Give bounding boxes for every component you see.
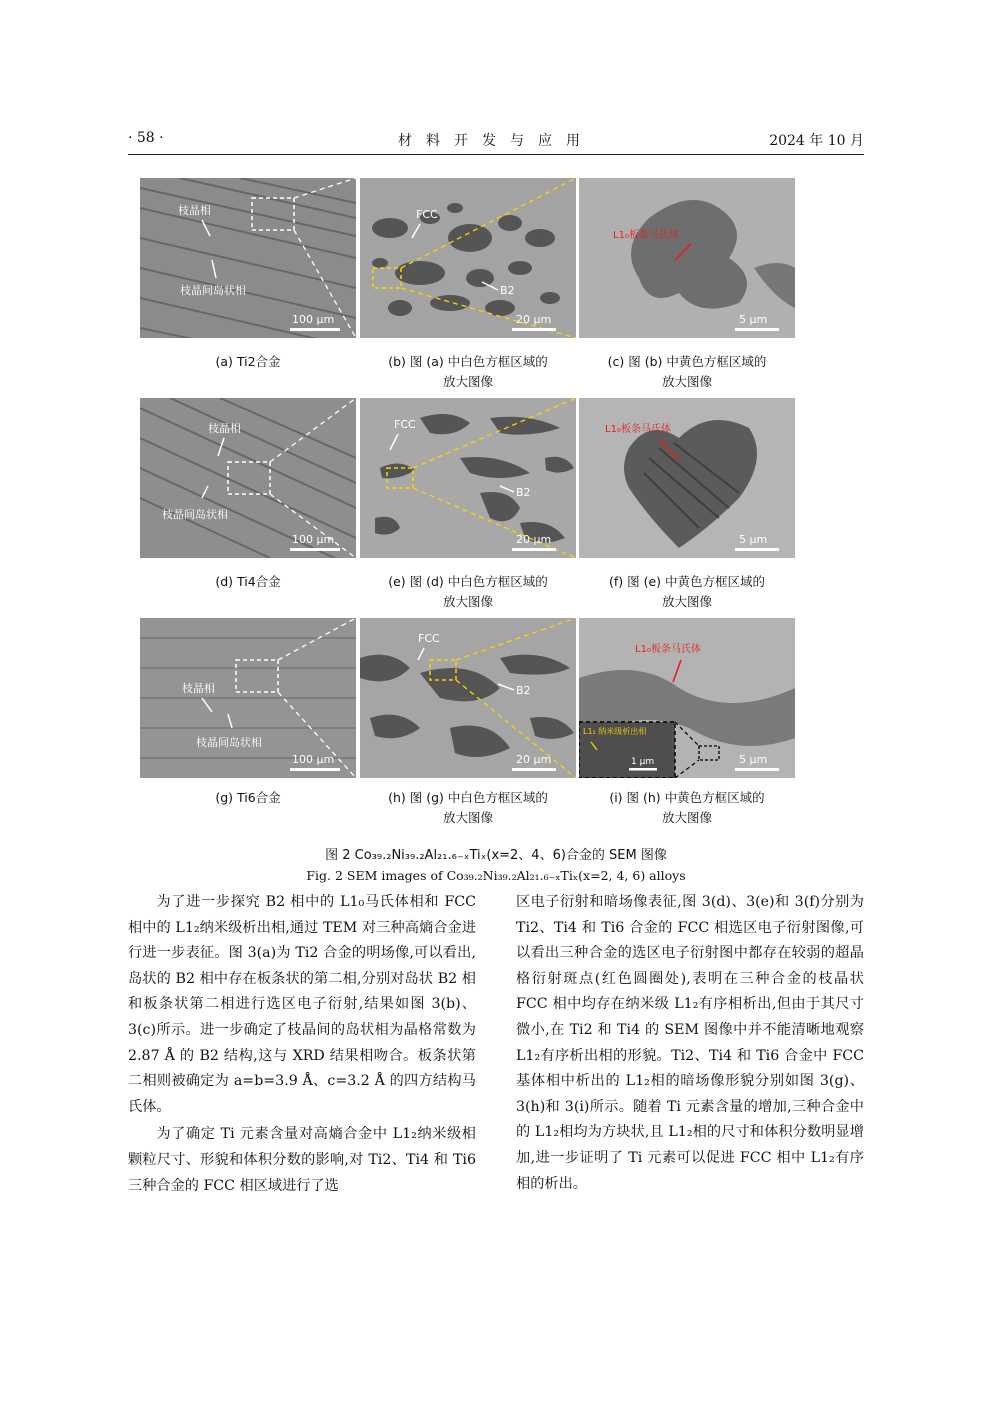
figure-title-cn: 图 2 Co₃₉.₂Ni₃₉.₂Al₂₁.₆₋ₓTiₓ(x=2、4、6)合金的 SEM 图像 [325, 848, 667, 863]
sem-image-g [140, 618, 356, 778]
label-fcc: FCC [416, 208, 438, 221]
sem-image-f [579, 398, 795, 558]
caption-a: (a) Ti2合金 [215, 354, 281, 369]
scale-label: 20 μm [516, 753, 552, 766]
caption-e: (e) 图 (d) 中白色方框区域的 放大图像 [388, 574, 548, 609]
scale-label: 100 μm [292, 313, 335, 326]
sem-image-c [579, 178, 795, 338]
sem-image-e [360, 398, 576, 558]
issue-date: 2024 年 10 月 [769, 133, 864, 149]
sem-image-i [579, 618, 795, 778]
body-right-column [516, 890, 864, 1197]
inset-scale-label: 1 μm [631, 757, 655, 767]
scale-label: 5 μm [739, 313, 768, 326]
scale-label: 5 μm [739, 533, 768, 546]
label-fcc: FCC [394, 418, 416, 431]
label-b2: B2 [500, 284, 515, 297]
caption-d: (d) Ti4合金 [215, 574, 281, 589]
label-dendrite: 枝晶相 [178, 204, 211, 217]
body-left-column [128, 890, 476, 1199]
page-number: · 58 · [128, 130, 164, 146]
journal-title: 材料开发与应用 [398, 133, 594, 149]
label-interdendritic: 枝晶间岛状相 [196, 736, 262, 749]
paragraph: 区电子衍射和暗场像表征,图 3(d)、3(e)和 3(f)分别为 Ti2、Ti4 和 Ti6 合金的 FCC 相选区电子衍射图像,可以看出三种合金的选区电子衍射图中都存在较弱的超晶格衍射斑点(红色圆圈处),表明在三种合金的枝晶状 FCC 相中均存在纳米级 L1₂有序相析出,但由于其尺寸微小,在 Ti2 和 Ti4 的 SEM 图像中并不能清晰地观察 L1₂有序析出相的形貌。Ti2、Ti4 和 Ti6 合金中 FCC 基体相中析出的 L1₂相的暗场像形貌分别如图 3(g)、3(h)和 3(i)所示。随着 Ti 元素含量的增加,三种合金中的 L1₂相均为方块状,且 L1₂相的尺寸和体积分数明显增加,进一步证明了 Ti 元素可以促进 FCC 相中 L1₂有序相的析出。 [516, 894, 864, 1192]
label-b2: B2 [516, 486, 531, 499]
label-l10-martensite: L1₀板条马氏体 [613, 230, 679, 241]
sem-image-d [140, 398, 356, 558]
scale-label: 100 μm [292, 753, 335, 766]
caption-b: (b) 图 (a) 中白色方框区域的 放大图像 [388, 354, 548, 389]
scale-label: 20 μm [516, 313, 552, 326]
label-dendrite: 枝晶相 [208, 422, 241, 435]
label-l12-precipitate: L1₂ 纳米级析出相 [583, 727, 647, 736]
caption-i: (i) 图 (h) 中黄色方框区域的 放大图像 [609, 790, 765, 825]
label-interdendritic: 枝晶间岛状相 [162, 508, 228, 521]
scale-label: 100 μm [292, 533, 335, 546]
caption-c: (c) 图 (b) 中黄色方框区域的 放大图像 [607, 354, 767, 389]
page-header [128, 128, 864, 155]
label-interdendritic: 枝晶间岛状相 [180, 284, 246, 297]
paragraph: 为了进一步探究 B2 相中的 L1₀马氏体相和 FCC 相中的 L1₂纳米级析出相,通过 TEM 对三种高熵合金进行进一步表征。图 3(a)为 Ti2 合金的明场像,可以看出,岛状的 B2 相中存在板条状的第二相,分别对岛状 B2 相和板条状第二相进行选区电子衍射,结果如图 3(b)、3(c)所示。进一步确定了枝晶间的岛状相为晶格常数为 2.87 Å 的 B2 结构,这与 XRD 结果相吻合。板条状第二相则被确定为 a=b=3.9 Å、c=3.2 Å 的四方结构马氏体。 [128, 894, 476, 1115]
label-l10-martensite: L1₀板条马氏体 [635, 644, 701, 655]
label-b2: B2 [516, 684, 531, 697]
sem-image-b [360, 178, 576, 338]
caption-f: (f) 图 (e) 中黄色方框区域的 放大图像 [608, 574, 766, 609]
scale-label: 5 μm [739, 753, 768, 766]
scale-label: 20 μm [516, 533, 552, 546]
sem-image-h [360, 618, 576, 778]
label-l10-martensite: L1₀板条马氏体 [605, 424, 671, 435]
label-fcc: FCC [418, 632, 440, 645]
label-dendrite: 枝晶相 [182, 682, 215, 695]
figure-title-en: Fig. 2 SEM images of Co₃₉.₂Ni₃₉.₂Al₂₁.₆₋ₓTiₓ(x=2, 4, 6) alloys [306, 868, 686, 883]
caption-g: (g) Ti6合金 [215, 790, 281, 805]
paragraph: 为了确定 Ti 元素含量对高熵合金中 L1₂纳米级相颗粒尺寸、形貌和体积分数的影响,对 Ti2、Ti4 和 Ti6 三种合金的 FCC 相区域进行了选 [128, 1126, 476, 1194]
sem-image-a [140, 178, 356, 338]
caption-h: (h) 图 (g) 中白色方框区域的 放大图像 [388, 790, 548, 825]
